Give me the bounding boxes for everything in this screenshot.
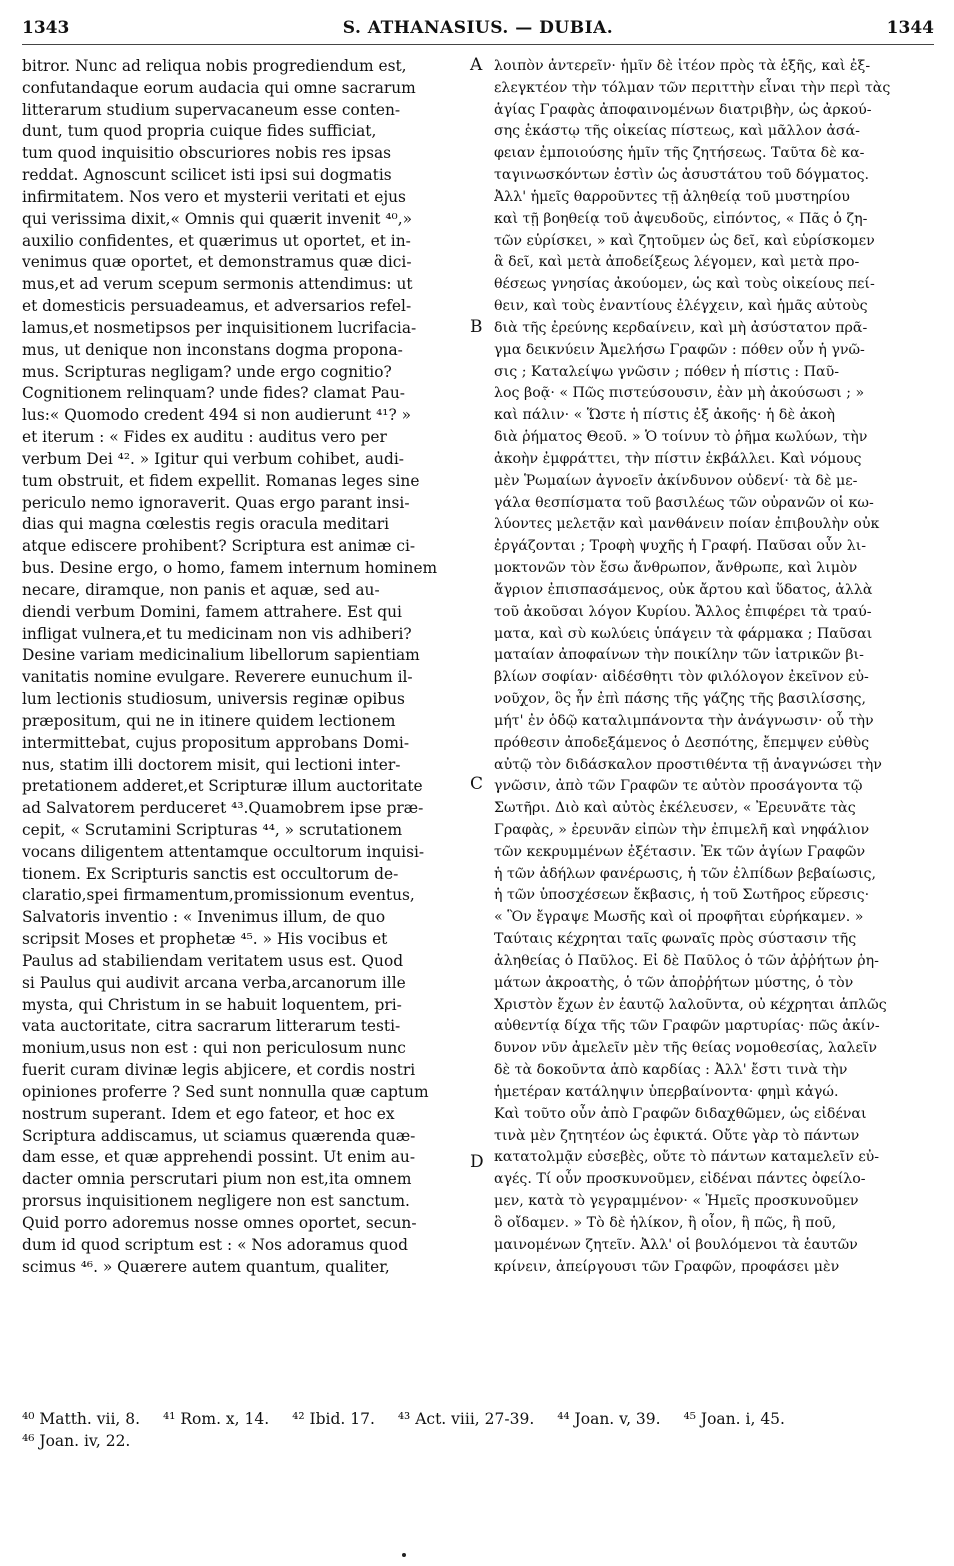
latin-line: confutandaque eorum audacia qui omne sacrarum xyxy=(22,78,416,97)
greek-line: Καὶ τοῦτο οὖν ἀπὸ Γραφῶν διδαχθῶμεν, ὡς εἰδέναι xyxy=(494,1105,867,1122)
latin-line: mysta, qui Christum in se habuit loquentem, pri- xyxy=(22,995,402,1014)
greek-line: κρίνειν, ἀπείργουσι τῶν Γραφῶν, προφάσει μὲν xyxy=(494,1258,840,1275)
greek-line: τινὰ μὲν ζητητέον ὡς ἐφικτά. Οὔτε γὰρ τὸ πάντων xyxy=(494,1127,860,1144)
greek-line: αὐτῷ τὸν διδάσκαλον προστιθέντα τῇ ἀναγνώσει τὴν xyxy=(494,756,882,773)
latin-line: cepit, « Scrutamini Scripturas ⁴⁴, » scrutationem xyxy=(22,820,403,839)
greek-line: ἀκοὴν ἐμφράττει, τὴν πίστιν ἐκβάλλει. Καὶ νόμους xyxy=(494,450,862,467)
greek-line: ἀληθείας ὁ Παῦλος. Εἰ δὲ Παῦλος ὁ τῶν ἀῤῥήτων ῥη- xyxy=(494,952,879,969)
latin-line: ad Salvatorem perduceret ⁴³.Quamobrem ipse præ- xyxy=(22,799,424,818)
latin-line: auxilio confidentes, et quærimus ut oportet, et in- xyxy=(22,231,411,250)
footnote: ⁴⁰ Matth. vii, 8. xyxy=(22,1410,141,1428)
latin-line: infligat vulnera,et tu medicinam non vis adhiberi? xyxy=(22,624,412,643)
footnote: ⁴⁵ Joan. i, 45. xyxy=(683,1410,785,1428)
greek-line: φειαν ἐμποιούσης ἡμῖν τῆς ζητήσεως. Ταῦτα δὲ κα- xyxy=(494,145,865,162)
latin-line: bitror. Nunc ad reliqua nobis progrediendum est, xyxy=(22,57,407,75)
latin-line: tionem. Ex Scripturis sanctis est occultorum de- xyxy=(22,864,399,883)
latin-line: lus:« Quomodo credent 494 si non audierunt ⁴¹? » xyxy=(22,406,412,425)
greek-line: σις ; Καταλείψω γνῶσιν ; πόθεν ἡ πίστις : Παῦ- xyxy=(494,363,840,380)
greek-line: ἡ τῶν ὑποσχέσεων ἔκβασις, ἡ τοῦ Σωτῆρος εὕρεσις· xyxy=(494,887,870,904)
latin-line: diendi verbum Domini, famem attrahere. Est qui xyxy=(22,602,402,621)
footnote: ⁴⁶ Joan. iv, 22. xyxy=(22,1432,131,1450)
greek-line: ἃ δεῖ, καὶ μετὰ ἀποδείξεως λέγομεν, καὶ μετὰ προ- xyxy=(494,254,860,271)
footnote: ⁴³ Act. viii, 27-39. xyxy=(397,1410,535,1428)
greek-line: διὰ ῥήματος Θεοῦ. » Ὁ τοίνυν τὸ ῥῆμα κωλύων, τὴν xyxy=(494,429,868,446)
latin-line: infirmitatem. Nos vero et mysterii veritati et ejus xyxy=(22,187,406,206)
section-marker-d: D xyxy=(470,1152,484,1172)
greek-line: βλίων σοφίαν· αἰδέσθητι τὸν φιλόλογον ἐκεῖνον εὐ- xyxy=(494,669,869,686)
latin-line: dunt, tum quod propria cuique fides sufficiat, xyxy=(22,122,377,141)
latin-line: nostrum superant. Idem et ego fateor, et hoc ex xyxy=(22,1104,395,1123)
greek-line: λοιπὸν ἀντερεῖν· ἡμῖν δὲ ἰτέον πρὸς τὰ ἑξῆς, καὶ ἐξ- xyxy=(494,58,871,74)
greek-line: Γραφὰς, » ἐρευνᾶν εἰπὼν τὴν ἐπιμελῆ καὶ νηφάλιον xyxy=(494,821,870,838)
footnote: ⁴² Ibid. 17. xyxy=(292,1410,375,1428)
greek-line: καὶ τῇ βοηθείᾳ τοῦ ἀψευδοῦς, εἰπόντος, « Πᾶς ὁ ζη- xyxy=(494,210,868,227)
latin-line: præpositum, qui ne in itinere quidem lectionem xyxy=(22,711,396,730)
latin-column xyxy=(22,56,469,1278)
greek-line: ματαίαν ἀποφαίνων τὴν ποικίλην τῶν ἰατρικῶν βι- xyxy=(494,647,864,664)
greek-line: Σωτῆρι. Διὸ καὶ αὐτὸς ἐκέλευσεν, « Ἐρευνᾶτε τὰς xyxy=(494,800,856,817)
greek-line: μάτων ἀκροατὴς, ὁ τῶν ἀποῤῥήτων μύστης, ὁ τὸν xyxy=(494,974,854,991)
greek-line: μεν, κατὰ τὸ γεγραμμένον· « Ἡμεῖς προσκυνοῦμεν xyxy=(494,1193,859,1210)
latin-line: atque ediscere prohibent? Scriptura est animæ ci- xyxy=(22,537,416,556)
greek-line: ἁγίας Γραφὰς ἀποφαινομένων διατριβὴν, ὡς ἀρκού- xyxy=(494,101,872,118)
greek-line: πρόθεσιν ἀποδεξάμενος ὁ Δεσπότης, ἔπεμψεν εὐθὺς xyxy=(494,734,870,751)
latin-line: pretationem adderet,et Scripturæ illum auctoritate xyxy=(22,777,423,796)
greek-line: κατατολμᾷν εὐσεβὲς, οὔτε τὸ πάντων καταμελεῖν εὐ- xyxy=(494,1149,880,1166)
latin-line: Desine variam medicinalium libellorum sapientiam xyxy=(22,646,420,665)
latin-line: periculo nemo ignoraverit. Quas ergo parant insi- xyxy=(22,493,410,512)
latin-line: necare, diramque, non panis et aquæ, sed au- xyxy=(22,580,380,599)
latin-line: intermittebat, cujus propositum approbans Domi- xyxy=(22,733,410,752)
latin-line: monium,usus non est : qui non periculosum nunc xyxy=(22,1039,406,1058)
greek-line: Ταύταις κέχρηται ταῖς φωναῖς πρὸς σύστασιν τῆς xyxy=(494,931,857,948)
latin-line: Quid porro adoremus nosse omnes oportet, secun- xyxy=(22,1213,417,1232)
greek-line: ματα, καὶ σὺ κωλύεις ὑπάγειν τὰ φάρμακα ; Παῦσαι xyxy=(494,625,873,642)
greek-line: αὐθεντίᾳ δίχα τῆς τῶν Γραφῶν μαρτυρίας· πῶς ἀκίν- xyxy=(494,1018,880,1035)
latin-line: mus,et ad verum scepum sermonis attendimus: ut xyxy=(22,275,413,294)
greek-line: Χριστὸν ἔχων ἐν ἑαυτῷ λαλοῦντα, οὐ κέχρηται ἁπλῶς xyxy=(494,996,887,1013)
latin-line: scimus ⁴⁶. » Quærere autem quantum, qualiter, xyxy=(22,1257,390,1276)
latin-line: vocans diligentem attentamque occultorum inquisi- xyxy=(22,842,425,861)
latin-line: et domesticis persuadeamus, et adversarios refel- xyxy=(22,297,412,316)
print-speck xyxy=(402,1553,406,1557)
footnote-line xyxy=(22,1430,934,1452)
latin-line: litterarum studium supervacaneum esse conten- xyxy=(22,100,401,119)
greek-line: καὶ πάλιν· « Ὥστε ἡ πίστις ἐξ ἀκοῆς· ἡ δὲ ἀκοὴ xyxy=(494,407,836,424)
latin-line: bus. Desine ergo, o homo, famem internum hominem xyxy=(22,559,438,578)
latin-line: mus, ut denique non inconstans dogma propona- xyxy=(22,340,403,359)
latin-line: fuerit curam divinæ legis abjicere, et cordis nostri xyxy=(22,1061,416,1080)
latin-line: nus, statim illi doctorem misit, qui lectioni inter- xyxy=(22,755,401,774)
latin-line: claratio,spei firmamentum,promissionum eventus, xyxy=(22,886,415,905)
running-header xyxy=(22,18,934,45)
greek-line: νοῦχον, ὃς ἦν ἐπὶ πάσης τῆς γάζης τῆς βασιλίσσης, xyxy=(494,691,866,708)
footnote: ⁴⁴ Joan. v, 39. xyxy=(557,1410,661,1428)
latin-line: Salvatoris inventio : « Invenimus illum, de quo xyxy=(22,908,386,927)
greek-line: γμα δεικνύειν Ἀμελήσω Γραφῶν : πόθεν οὖν ἡ γνῶ- xyxy=(494,341,865,358)
greek-line: λύοντες μελετᾷν καὶ μανθάνειν ποίαν ἐπιβουλὴν οὐκ xyxy=(494,516,880,533)
latin-line: tum quod inquisitio obscuriores nobis res ipsas xyxy=(22,144,392,163)
greek-line: μαινομένων ζητεῖν. Ἀλλ' οἱ βουλόμενοι τὰ ἑαυτῶν xyxy=(494,1236,858,1253)
footnote: ⁴¹ Rom. x, 14. xyxy=(163,1410,270,1428)
latin-line: dam esse, et quæ apprehendi possint. Ut enim au- xyxy=(22,1148,416,1167)
section-marker-b: B xyxy=(470,317,483,337)
greek-line: δὲ τὰ δοκοῦντα ἀπὸ καρδίας : Ἀλλ' ἔστι τινὰ τὴν xyxy=(494,1062,848,1079)
greek-line: ἐργάζονται ; Τροφὴ ψυχῆς ἡ Γραφή. Παῦσαι οὖν λι- xyxy=(494,538,867,555)
section-marker-c: C xyxy=(470,774,484,794)
footnotes xyxy=(22,1408,934,1452)
greek-line: μήτ' ἐν ὁδῷ καταλιμπάνοντα τὴν ἀνάγνωσιν· οὗ τὴν xyxy=(494,712,874,729)
greek-line: μὲν Ῥωμαίων ἀγνοεῖν ἀκίνδυνον οὐδενί· τὰ δὲ με- xyxy=(494,472,858,489)
latin-line: dum id quod scriptum est : « Nos adoramus quod xyxy=(22,1235,408,1254)
greek-line: ἡμετέραν κατάληψιν ὑπερβαίνοντα· φημὶ κἀγώ. xyxy=(494,1083,839,1100)
greek-line: αγές. Τί οὖν προσκυνοῦμεν, εἰδέναι πάντες ὀφείλο- xyxy=(494,1171,866,1188)
latin-line: et iterum : « Fides ex auditu : auditus vero per xyxy=(22,428,387,447)
greek-line: τῶν εὑρίσκει, » καὶ ζητοῦμεν ὡς δεῖ, καὶ εὑρίσκομεν xyxy=(494,232,875,249)
latin-line: lum lectionis studiosum, universis reginæ opibus xyxy=(22,690,405,709)
latin-line: dias qui magna cœlestis regis oracula meditari xyxy=(22,515,390,534)
greek-line: ελεγκτέον τὴν τόλμαν τῶν περιττὴν εἶναι τὴν περὶ τὰς xyxy=(494,79,891,96)
latin-line: Paulus ad stabiliendam veritatem usus est. Quod xyxy=(22,951,404,970)
latin-line: verbum Dei ⁴². » Igitur qui verbum cohibet, audi- xyxy=(22,449,405,468)
latin-line: reddat. Agnoscunt scilicet isti ipsi sui dogmatis xyxy=(22,166,392,185)
latin-line: venimus quæ oportet, et demonstramus quæ dici- xyxy=(22,253,412,272)
latin-line: dacter omnia perscrutari pium non est,ita omnem xyxy=(22,1170,412,1189)
latin-line: vata auctoritate, citra sacrarum litterarum testi- xyxy=(22,1017,401,1036)
greek-line: ταγινωσκόντων ἐστὶν ὡς ἀσυστάτου τοῦ δόγματος. xyxy=(494,167,870,184)
greek-line: ὃ οἴδαμεν. » Τὸ δὲ ἡλίκον, ἢ οἷον, ἢ πῶς, ἢ ποῦ, xyxy=(494,1214,837,1231)
greek-line: διὰ τῆς ἐρεύνης κερδαίνειν, καὶ μὴ ἀσύστατον πρᾶ- xyxy=(494,319,868,336)
greek-line: « Ὃν ἔγραψε Μωσῆς καὶ οἱ προφῆται εὑρήκαμεν. » xyxy=(494,909,864,926)
latin-line: mus. Scripturas negligam? unde ergo cognitio? xyxy=(22,362,392,381)
greek-line: Ἀλλ' ἡμεῖς θαρροῦντες τῇ ἀληθείᾳ τοῦ μυστηρίου xyxy=(494,188,850,205)
greek-line: σης ἑκάστῳ τῆς οἰκείας πίστεως, καὶ μᾶλλον ἀσά- xyxy=(494,123,860,140)
page-number-left: 1343 xyxy=(22,18,70,38)
greek-line: λος βοᾷ· « Πῶς πιστεύσουσιν, ἐὰν μὴ ἀκούσωσι ; » xyxy=(494,385,865,402)
greek-line: τῶν κεκρυμμένων ἐξέτασιν. Ἐκ τῶν ἁγίων Γραφῶν xyxy=(494,843,866,860)
latin-line: tum obstruit, et fidem expellit. Romanas leges sine xyxy=(22,471,420,490)
greek-line: γνῶσιν, ἀπὸ τῶν Γραφῶν τε αὐτὸν προσάγοντα τῷ xyxy=(494,778,863,795)
section-marker-a: A xyxy=(470,55,483,75)
latin-line: scripsit Moses et prophetæ ⁴⁵. » His vocibus et xyxy=(22,930,388,949)
greek-line: θέσεως γνησίας ἀκούομεν, ὡς καὶ τοὺς οἰκείους πεί- xyxy=(494,276,875,293)
greek-line: γάλα θεσπίσματα τοῦ βασιλέως τῶν οὐρανῶν οἱ κω- xyxy=(494,494,874,511)
latin-line: lamus,et nosmetipsos per inquisitionem lucrifacia- xyxy=(22,318,417,337)
latin-line: opiniones proferre ? Sed sunt nonnulla quæ captum xyxy=(22,1082,429,1101)
latin-line: Cognitionem relinquam? unde fides? clamat Pau- xyxy=(22,384,405,403)
page-number-right: 1344 xyxy=(886,18,934,38)
footnote-line xyxy=(22,1408,934,1430)
greek-column xyxy=(494,56,934,1278)
latin-line: qui verissima dixit,« Omnis qui quærit invenit ⁴⁰,» xyxy=(22,209,413,228)
latin-line: Scriptura addiscamus, ut sciamus quærenda quæ- xyxy=(22,1126,416,1145)
running-title: S. ATHANASIUS. — DUBIA. xyxy=(342,18,614,38)
latin-line: vanitatis nomine evulgare. Reverere eunuchum il- xyxy=(22,668,413,687)
greek-line: μοκτονῶν τὸν ἔσω ἄνθρωπον, ἄνθρωπε, καὶ λιμὸν xyxy=(494,560,858,577)
latin-line: si Paulus qui audivit arcana verba,arcanorum ille xyxy=(22,973,406,992)
greek-line: δυνον νῦν ἀμελεῖν μὲν τῆς θείας νομοθεσίας, λαλεῖν xyxy=(494,1040,878,1057)
greek-line: ἡ τῶν ἀδήλων φανέρωσις, ἡ τῶν ἐλπίδων βεβαίωσις, xyxy=(494,865,876,882)
greek-line: ἄγριον ἐπισπασάμενος, οὐκ ἄρτου καὶ ὕδατος, ἀλλὰ xyxy=(494,581,873,598)
latin-line: prorsus inquisitionem negligere non est sanctum. xyxy=(22,1192,410,1211)
greek-line: τοῦ ἀκοῦσαι λόγον Κυρίου. Ἄλλος ἐπιφέρει τὰ τραύ- xyxy=(494,603,872,620)
greek-line: θειν, καὶ τοὺς ἐναντίους ἐλέγχειν, καὶ ἡμᾶς αὐτοὺς xyxy=(494,298,868,315)
